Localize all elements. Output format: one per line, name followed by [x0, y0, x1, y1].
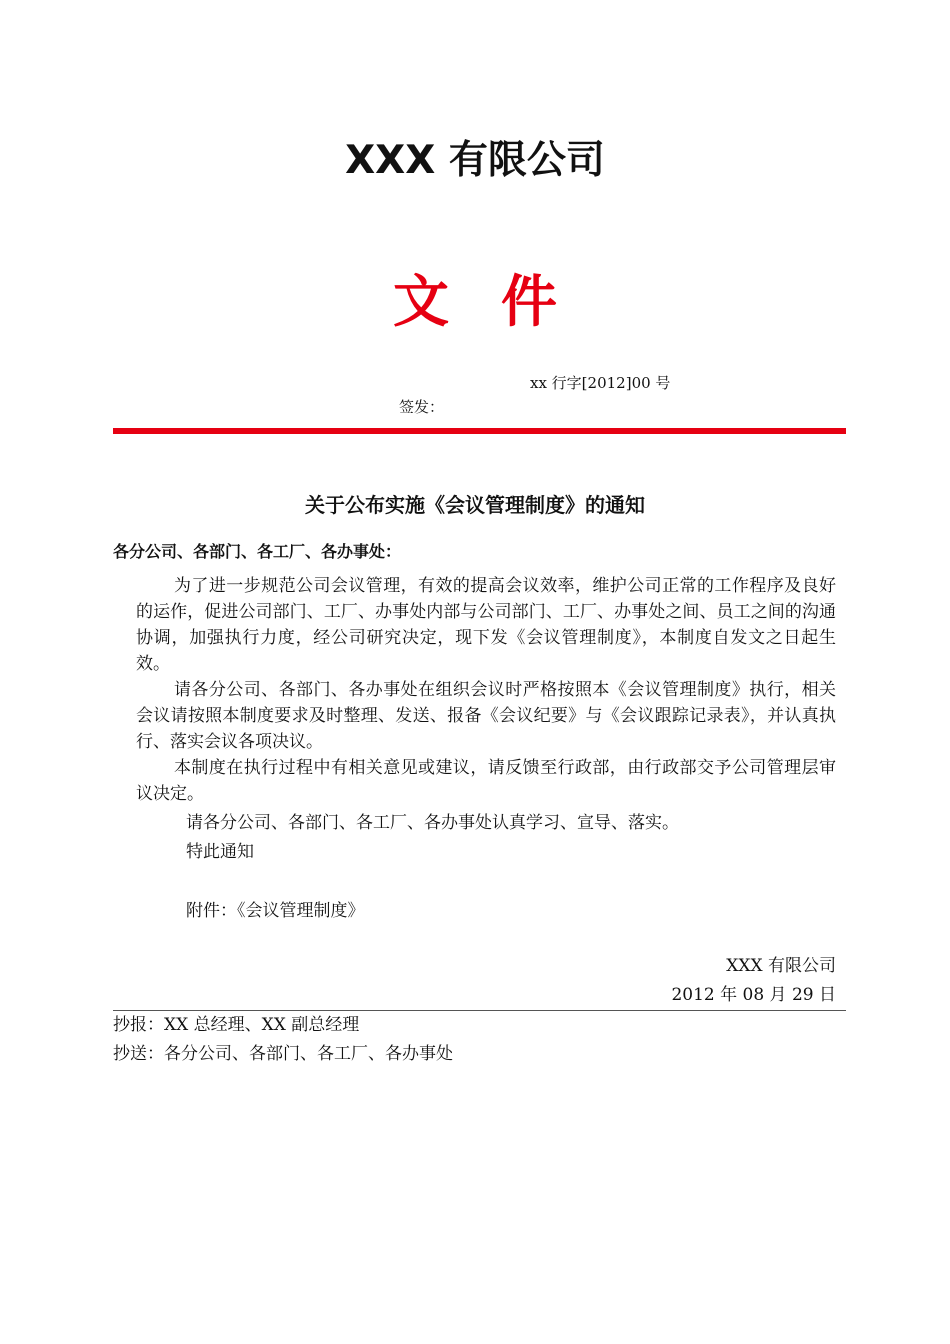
- body-paragraph-1: 为了进一步规范公司会议管理，有效的提高会议效率，维护公司正常的工作程序及良好的运作，促进公司部门、工厂、办事处内部与公司部门、工厂、办事处之间、员工之间的沟通协调，加强执行力度，经公司研究决定，现下发《会议管理制度》，本制度自发文之日起生效。: [136, 576, 836, 674]
- salutation: 各分公司、各部门、各工厂、各办事处：: [113, 542, 402, 561]
- study-instruction: 请各分公司、各部门、各工厂、各办事处认真学习、宣导、落实。: [186, 813, 679, 833]
- copy-to-line: 抄送：各分公司、各部门、各工厂、各办事处: [113, 1044, 453, 1064]
- red-divider: [113, 428, 846, 434]
- thin-divider: [113, 1010, 846, 1011]
- document-number: xx 行字[2012]00 号: [530, 374, 671, 392]
- body-paragraph-2: 请各分公司、各部门、各办事处在组织会议时严格按照本《会议管理制度》执行，相关会议请按照本制度要求及时整理、发送、报备《会议纪要》与《会议跟踪记录表》，并认真执行、落实会议各项决议。: [136, 680, 836, 752]
- notice-title: 关于公布实施《会议管理制度》的通知: [305, 493, 645, 517]
- signature-company: XXX 有限公司: [726, 956, 836, 976]
- document-label: 文件: [393, 270, 609, 335]
- signature-date: 2012 年 08 月 29 日: [671, 985, 836, 1005]
- signer-label: 签发：: [399, 398, 445, 416]
- report-to-line: 抄报：XX 总经理、XX 副总经理: [113, 1015, 360, 1035]
- body-paragraph-3: 本制度在执行过程中有相关意见或建议，请反馈至行政部，由行政部交予公司管理层审议决定。: [136, 758, 836, 804]
- attachment-line: 附件：《会议管理制度》: [186, 901, 365, 921]
- company-heading: XXX 有限公司: [345, 138, 605, 183]
- closing-notice: 特此通知: [186, 842, 254, 862]
